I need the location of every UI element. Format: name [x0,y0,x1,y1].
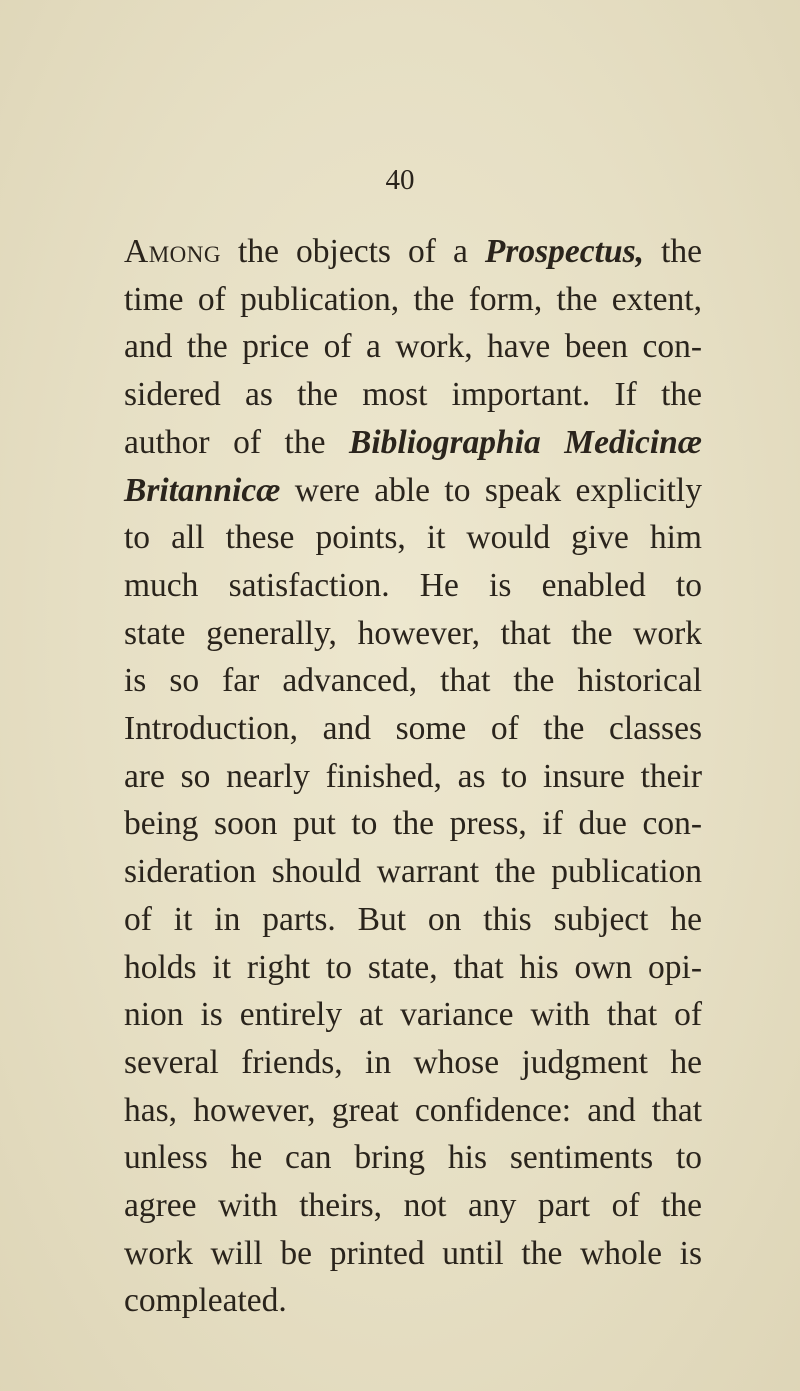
text-line-8: much satisfaction. He is enabled to [124,566,702,604]
text-line-3: and the price of a work, have been con- [124,328,702,366]
text-line-6 [124,467,702,515]
opening-word: Among [124,233,221,270]
text-line-2: time of publication, the form, the extent, [124,280,702,318]
text-line-5 [124,419,702,467]
text-line-9: state generally, however, that the work [124,614,702,652]
text-line-7: to all these points, it would give him [124,519,702,557]
text-segment: the objects of a [238,233,468,270]
text-line-12: are so nearly finished, as to insure their [124,757,702,795]
text-line-13: being soon put to the press, if due con- [124,805,702,843]
text-segment: were able to speak explicitly [294,471,702,509]
book-title-part-1: Bibliographia [349,423,541,461]
text-line-16: holds it right to state, that his own opi- [124,948,702,986]
book-title-part-2: Medicinæ [564,423,702,461]
text-line-4: sidered as the most important. If the [124,376,702,414]
book-title-part-3: Britannicæ [124,471,281,509]
text-line-20: unless he can bring his sentiments to [124,1139,702,1177]
text-line-22: work will be printed until the whole is [124,1234,702,1272]
text-line-1 [124,228,702,276]
text-line-23: compleated. [124,1282,287,1320]
text-line-11: Introduction, and some of the classes [124,710,702,748]
text-segment: the [661,233,703,270]
text-line-10: is so far advanced, that the historical [124,662,702,700]
text-line-17: nion is entirely at variance with that of [124,996,702,1034]
text-line-18: several friends, in whose judgment he [124,1043,702,1081]
text-segment: author of the [124,423,326,461]
prospectus-paragraph [124,228,702,1325]
page-number: 40 [385,164,415,196]
text-line-19: has, however, great confidence: and that [124,1091,702,1129]
text-line-21: agree with theirs, not any part of the [124,1187,702,1225]
emphasis-prospectus: Prospectus, [484,233,645,270]
text-line-14: sideration should warrant the publication [124,853,702,891]
text-line-15: of it in parts. But on this subject he [124,900,702,938]
